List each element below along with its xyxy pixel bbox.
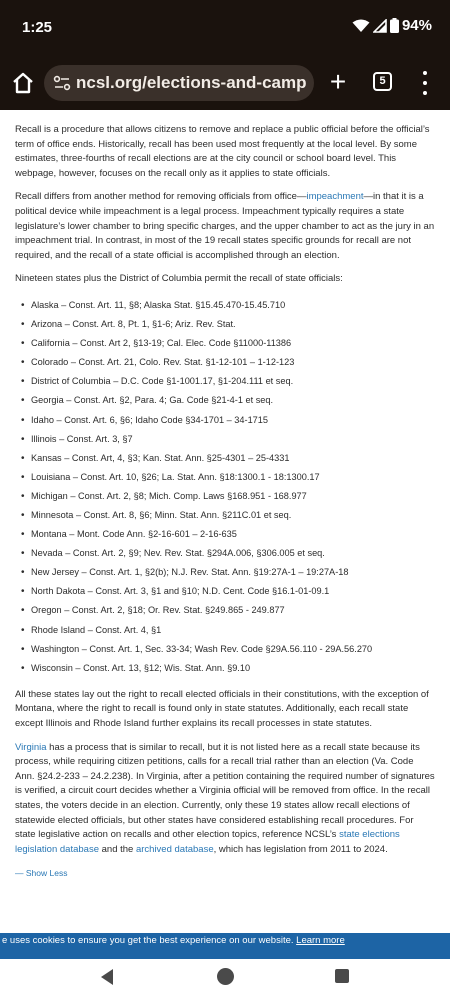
list-item: • Wisconsin – Const. Art. 13, §12; Wis. Stat. Ann. §9.10: [15, 659, 435, 678]
show-less-label: Show Less: [25, 868, 68, 879]
article-content: [0, 110, 450, 933]
status-time: 1:25: [22, 19, 53, 36]
list-item: • California – Const. Art 2, §13-19; Cal. Elec. Code §11000-11386: [15, 334, 435, 353]
archived-database-link[interactable]: archived database: [135, 843, 214, 855]
show-less-button[interactable]: [15, 866, 435, 881]
system-nav-bar: [0, 959, 450, 1000]
virginia-paragraph: [15, 741, 435, 858]
learn-more-link[interactable]: Learn more: [296, 935, 345, 946]
signal-icon: [373, 19, 387, 33]
url-text[interactable]: ncsl.org/elections-and-camp: [76, 73, 307, 92]
constitutions-paragraph: All these states lay out the right to recall elected officials in their constitutions, with the exception of Montana, where the right to recall is found only in state statutes. Additionally, each recall state except Illinois and Rhode Island further explains its recall processes in state statutes.: [15, 688, 429, 729]
more-menu-icon[interactable]: [420, 70, 430, 96]
browser-toolbar: [0, 56, 450, 110]
impeachment-paragraph: [15, 190, 435, 263]
intro-paragraph: Recall is a procedure that allows citizens to remove and replace a public official before the official’s term of office ends. Historically, recall has been used most frequently at the local level. By some estimates, three-fourths of recall elections are at the city council or school board level. This webpage, however, focuses on the recall only as it applies to state officials.: [15, 124, 430, 179]
list-item: • Minnesota – Const. Art. 8, §6; Minn. Stat. Ann. §211C.01 et seq.: [15, 506, 435, 525]
tab-switcher-button[interactable]: 5: [373, 72, 392, 91]
list-item: • Georgia – Const. Art. §2, Para. 4; Ga. Code §21-4-1 et seq.: [15, 391, 435, 410]
legislation-database-link[interactable]: state elections legislation database: [15, 829, 400, 855]
home-icon[interactable]: [10, 70, 36, 96]
new-tab-icon[interactable]: +: [329, 66, 347, 97]
cookie-text: e uses cookies to ensure you get the best experience on our website.: [2, 935, 297, 946]
impeachment-link[interactable]: impeachment: [306, 191, 364, 203]
list-item: • Rhode Island – Const. Art. 4, §1: [15, 621, 435, 640]
list-item: • Louisiana – Const. Art. 10, §26; La. Stat. Ann. §18:1300.1 - 18:1300.17: [15, 468, 435, 487]
minus-icon: —: [15, 868, 26, 879]
impeachment-text-a: Recall differs from another method for removing officials from office—: [15, 191, 307, 203]
virginia-text-a: has a process that is similar to recall, but it is not listed here as a recall state because its process, while requiring citizen petitions, calls for a recall trial rather than an election (Va. Code Ann. §24.2-233 – 24.2.238). In Virginia, after a petition containing the required number of signatures is verified, a circuit court decides whether a Virginia official will be removed from office. In the recall states, the voters decide in an election. Currently, only these 19 states allow recall elections of statewide elected officials, but other states have considered establishing recall procedures. For state legislative action on recalls and other election topics, reference NCSL’s: [15, 741, 435, 841]
wifi-icon: [352, 19, 370, 33]
states-intro-paragraph: Nineteen states plus the District of Columbia permit the recall of state officials:: [15, 273, 343, 285]
list-item: • Alaska – Const. Art. 11, §8; Alaska Stat. §15.45.470-15.45.710: [15, 296, 435, 315]
list-item: • Montana – Mont. Code Ann. §2-16-601 – 2-16-635: [15, 525, 435, 544]
virginia-text-c: , which has legislation from 2011 to 2024.: [213, 843, 388, 855]
virginia-link[interactable]: Virginia: [15, 741, 47, 753]
list-item: • Idaho – Const. Art. 6, §6; Idaho Code §34-1701 – 34-1715: [15, 411, 435, 430]
url-bar[interactable]: [44, 65, 314, 101]
list-item: • Colorado – Const. Art. 21, Colo. Rev. Stat. §1-12-101 – 1-12-123: [15, 353, 435, 372]
list-item: • District of Columbia – D.C. Code §1-1001.17, §1-204.111 et seq.: [15, 372, 435, 391]
recall-states-list: [15, 296, 435, 678]
back-icon[interactable]: [98, 967, 118, 987]
list-item: • Washington – Const. Art. 1, Sec. 33-34; Wash Rev. Code §29A.56.110 - 29A.56.270: [15, 640, 435, 659]
list-item: • Michigan – Const. Art. 2, §8; Mich. Comp. Laws §168.951 - 168.977: [15, 487, 435, 506]
home-circle-icon[interactable]: [217, 968, 234, 985]
list-item: • Arizona – Const. Art. 8, Pt. 1, §1-6; Ariz. Rev. Stat.: [15, 315, 435, 334]
battery-icon: [390, 18, 399, 33]
list-item: • North Dakota – Const. Art. 3, §1 and §10; N.D. Cent. Code §16.1-01-09.1: [15, 582, 435, 601]
site-settings-icon[interactable]: [53, 74, 71, 92]
cookie-banner: [0, 933, 450, 959]
virginia-text-b: and the: [98, 843, 136, 855]
status-icons: [352, 17, 432, 34]
list-item: • Illinois – Const. Art. 3, §7: [15, 430, 435, 449]
status-bar: [0, 0, 450, 56]
impeachment-text-b: —in that it is a political device while impeachment is a legal process. Impeachment typically requires a state legislature’s lower chamber to bring specific charges, and the upper chamber to act as the jury in an impeachment trial. In contrast, in most of the 19 recall states specific grounds for recall are not required, and the recall of a state official is accomplished through an election.: [15, 191, 435, 261]
list-item: • Kansas – Const. Art, 4, §3; Kan. Stat. Ann. §25-4301 – 25-4331: [15, 449, 435, 468]
list-item: • Nevada – Const. Art. 2, §9; Nev. Rev. Stat. §294A.006, §306.005 et seq.: [15, 544, 435, 563]
recents-square-icon[interactable]: [335, 969, 349, 983]
battery-level: 94%: [401, 17, 432, 34]
list-item: • Oregon – Const. Art. 2, §18; Or. Rev. Stat. §249.865 - 249.877: [15, 601, 435, 620]
list-item: • New Jersey – Const. Art. 1, §2(b); N.J. Rev. Stat. Ann. §19:27A-1 – 19:27A-18: [15, 563, 435, 582]
